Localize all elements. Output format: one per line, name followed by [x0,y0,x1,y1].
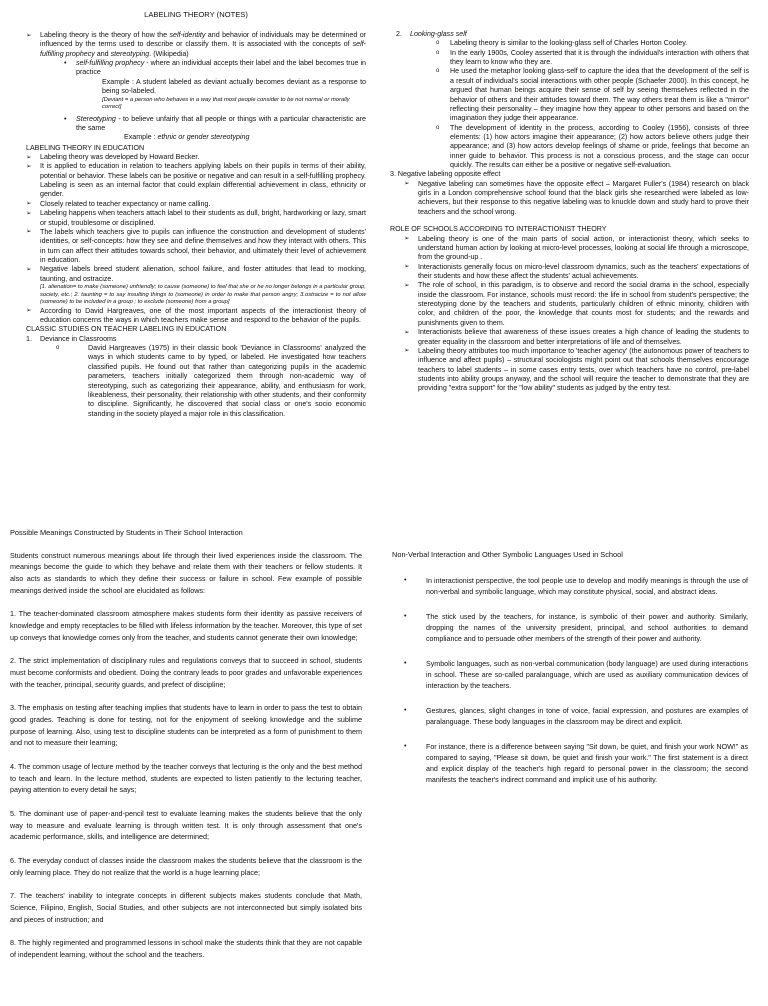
stereotyping-item: • Stereotyping - to believe unfairly that all people or things with a particular characteristic are the same [64,114,366,132]
arrow-bullet-icon: ➢ [26,307,32,315]
stereotyping-example: Example : ethnic or gender stereotyping [124,133,250,142]
list-item: • Gestures, glances, slight changes in tone of voice, facial expression, and postures are examples of paralanguage. These body languages in the classroom may be direct and explicit. [404,705,748,726]
meanings-paragraph: 5. The dominant use of paper-and-pencil test to evaluate learning makes the students believe that the only way to measure and evaluate learning is through written test. It is only through assessment that one's academic performance, skills, and intelligence are determined; [10,808,362,842]
list-item: ➢ The labels which teachers give to pupils can influence the construction and development of students' identities, or self-concepts: how they see and define themselves and how they interact with others. This in turn can affect their attitudes towards school, their behavior, and ultimately their level of achievement in education. [26,227,366,264]
bullet-icon: • [404,705,407,714]
stereotyping-term: Stereotyping [76,114,116,123]
meanings-paragraph: 6. The everyday conduct of classes inside the classroom makes the students believe that the classroom is the only learning place. They do not realize that the world is a huge learning place; [10,855,362,877]
meanings-title: Possible Meanings Constructed by Students in Their School Interaction [10,528,243,537]
arrow-bullet-icon: ➢ [26,265,32,273]
list-item: ➢ According to David Hargreaves, one of the most important aspects of the interactionist theory of education concerns the ways in which teachers make sense and respond to the behavior of the pupils. [26,306,366,325]
arrow-bullet-icon: ➢ [404,347,410,355]
meanings-paragraph: 1. The teacher-dominated classroom atmosphere makes students form their identity as passive receivers of knowledge and empty receptacles to be filled with lifeless information by the teacher. Moreover, this type of set up conveys that knowledge comes only from the teacher, and students cannot generate their own knowledge; [10,609,362,642]
list-item: ➢ It is applied to education in relation to teachers applying labels on their pupils in terms of their ability, potential or behavior. These labels can be positive or negative and can result in a self-fulfilling prophecy. Labeling is seen as an internal factor that could explain differential achievement in class, ethnicity or gender. [26,162,366,199]
definition-text: Labeling theory is the theory of how the self-identity and behavior of individuals may be determined or influenced by the terms used to describe or classify them. It is associated with the concepts of self-fulfilling prophecy and stereotyping. (Wikipedia) [40,31,366,58]
meanings-paragraph: Students construct numerous meanings about life through their lived experiences inside the classroom. The meanings become the guide to which they behave and relate them with their teachers or fellow students. It also acts as standards to which they define their success or failure in school. Few example of possible meanings derived inside the school are elucidated as follows: [10,550,362,595]
bullet-icon: • [404,741,407,750]
arrow-bullet-icon: ➢ [404,328,410,336]
list-item: o He used the metaphor looking glass-self to capture the idea that the development of the self is a result of individual's social interactions with other people (Schaefer 2000). In this concept, he argued that human beings acquire their sense of self by seeing themselves reflected in the behavior of others and their attitudes toward them. The way others treat them is like a "mirror" reflecting their personality – they imagine how they appear to other persons and based on the imagination they judge their appearance. [436,67,749,123]
meanings-paragraph: 2. The strict implementation of disciplinary rules and regulations conveys that to succeed in school, students must become conformists and obedient. Doing the contrary leads to poor grades and unfavorable experiences with the teacher, principal, security guards, and prefect of discipline; [10,656,362,689]
bullet-icon: • [404,611,407,620]
vocabulary-note: [1. alienation= to make (someone) unfriendly; to cause (someone) to feel that she or he no longer belongs in a particular group, society, etc.; 2. taunting = to say insulting things to (someone) in order to make that person angry; 3.ostracize = to not allow (someone) to be included in a group ; to exclude (someone) from a group] [40,284,366,306]
study-item: o David Hargreaves (1975) in their classic book 'Deviance in Classrooms' analyzed the ways in which students came to by typed, or labeled. He investigated how teachers classified pupils. He found out that rather than categorizing pupils in the academic parameters, teachers initially categorized them through non-academic way of stereotyping, such as categorizing their appearance, ability, and enthusiasm for work, likeableness, their personality, their relationship with other students, and their conformity to discipline. Significantly, he discovered that social class or one's socio economic standing in the society played a major role in this classification. [56,344,366,418]
sfp-note: [Deviant = a person who behaves in a way that most people consider to be not normal or morally correct] [102,96,350,111]
section-heading-role-of-schools: ROLE OF SCHOOLS ACCORDING TO INTERACTIONIST THEORY [390,225,607,234]
definition-item [26,31,366,59]
circle-bullet-icon: o [436,49,440,56]
circle-bullet-icon: o [436,124,440,131]
looking-glass-list [404,39,749,170]
arrow-bullet-icon: ➢ [26,162,32,170]
circle-bullet-icon: o [436,68,440,75]
meanings-paragraph: 3. The emphasis on testing after teaching implies that students have to learn in order to pass the test to obtain good grades. Teaching is done for testing, not for the enjoyment of seeking knowledge and the sublime purpose of learning. Also, using test to discipline students can be interpreted as a form of punishment to them and not to measure their learning; [10,703,362,748]
arrow-bullet-icon: ➢ [26,228,32,236]
arrow-bullet-icon: ➢ [26,209,32,217]
bullet-icon: • [64,59,67,68]
sfp-example: Example : A student labeled as deviant actually becomes deviant as a response to being so-labeled. [102,77,366,96]
list-item: • The stick used by the teachers, for instance, is symbolic of their power and authority. Similarly, dropping the names of the university president, principal, and school authorities to demand compliance and to persuade other members of the strength of their power and authority. [404,611,748,643]
study-heading: 1. Deviance in Classrooms [26,334,117,343]
arrow-bullet-icon: ➢ [404,235,410,243]
list-item: o The development of identity in the process, according to Cooley (1956), consists of three elements: (1) how actors imagine their appearance; (2) how actors believe others judge their appearance; and (3) how actors develop feelings of shame or pride, feelings that become an inner guide to behavior. This process is not a conscious process, and the stage can occur quickly. The results can either be a positive or negative self-evaluation. [436,123,749,170]
education-list [26,153,366,325]
meanings-paragraph: 4. The common usage of lecture method by the teacher conveys that lecturing is the only and the best method to teach and learn. In the lecture method, students are expected to listen patiently to the lecturing teacher, paying attention to every detail he says; [10,761,362,795]
list-item: ➢ Negative labels breed student alienation, school failure, and foster attitudes that lead to mocking, taunting, and ostracize. [26,265,366,283]
bullet-icon: • [404,575,407,584]
study-heading: 2. Looking-glass self [396,30,467,38]
section-heading-education: LABELING THEORY IN EDUCATION [26,143,145,152]
notes-title: LABELING THEORY (NOTES) [144,10,248,19]
list-item: • For instance, there is a difference between saying "Sit down, be quiet, and finish your work NOW!" as compared to saying, "Please sit down, be quiet and finish your work." The first statement is a direct and explicit display of the teacher's high regard to personal power in the classroom; the second manifests the teacher's indirect command and implicit use of his authority. [404,741,748,784]
list-item: ➢ Negative labeling can sometimes have the opposite effect – Margaret Fuller's (1984) research on black girls in a London comprehensive school found that the black girls she researched were labeled as low-achievers, but their response to this negative labeling was to knuckle down and study hard to prove their teachers and the school wrong. [404,179,749,216]
list-item: ➢ Labeling happens when teachers attach label to their students as dull, bright, hardworking or lazy, smart or stupid, troublesome or disciplined. [26,209,366,227]
list-item: ➢ The role of school, in this paradigm, is to observe and record the social drama in the school, especially inside the classroom. For instance, schools must record: the life in school from student's perspective; the stereotyping done by the teachers and students, particularly children of ethnic minority, children with color, and children of the poor, the knowledge that counts most for students; and the rewards and punishments given to them. [404,281,749,327]
bullet-icon: • [404,658,407,667]
list-item: o In the early 1900s, Cooley asserted that it is through the individual's interaction with others that they learn to know who they are. [436,48,749,67]
arrow-bullet-icon: ➢ [26,200,32,208]
role-list [404,235,749,394]
top-left-column [26,10,366,419]
list-item: ➢ Labeling theory is one of the main parts of social action, or interactionist theory, which seeks to understand human action by looking at micro-level processes, looking at social life through a microscope, from the ground-up . [404,234,749,262]
meanings-paragraph: 8. The highly regimented and programmed lessons in school make the students think that they are not capable of independent learning, without the school and the teachers. [10,938,362,959]
sfp-term: self-fulfilling prophecy [76,59,145,68]
meanings-paragraph: 7. The teachers' inability to integrate concepts in different subjects makes students conclude that Math, Science, Filipino, English, Social Studies, and other subjects are not interconnected but simply isolated bits and pieces of instruction; and [10,891,362,924]
sfp-item: • self-fulfilling prophecy - where an individual accepts their label and the label becomes true in practice [64,59,366,77]
arrow-bullet-icon: ➢ [404,180,410,188]
arrow-bullet-icon: ➢ [26,153,32,161]
bullet-icon: • [64,114,67,123]
list-item: • In interactionist perspective, the tool people use to develop and modify meanings is through the use of non-verbal and symbolic language, which may constitute physical, social, and abstract ideas. [404,575,748,596]
negative-labeling-heading: 3. Negative labeling opposite effect [390,170,501,179]
nonverbal-title: Non-Verbal Interaction and Other Symbolic Languages Used in School [392,550,623,559]
arrow-bullet-icon: ➢ [26,31,32,39]
bottom-right-column [392,550,748,800]
top-right-column [390,30,749,394]
list-item: ➢ Labeling theory attributes too much importance to 'teacher agency' (the autonomous power of teachers to influence and affect pupils) – structural sociologists might point out that schools themselves encourage teachers to label students – in some cases entry tests, over which teachers have no control, pre-label students into ability groups anyway, and the school will require the teacher to demonstrate that they are providing "extra support" for the "low ability" students as judged by the entry test. [404,346,749,393]
list-item: ➢ Labeling theory was developed by Howard Becker. [26,153,200,162]
list-item: ➢ Interactionists generally focus on micro-level classroom dynamics, such as the teachers' expectations of their students and how these affect the students' actual achievements. [404,262,749,280]
arrow-bullet-icon: ➢ [404,281,410,289]
circle-bullet-icon: o [56,345,60,352]
section-heading-classic-studies: CLASSIC STUDIES ON TEACHER LABELING IN EDUCATION [26,325,227,334]
list-item: • Symbolic languages, such as non-verbal communication (body language) are used during interactions in school. These are so-called paralanguage, which are used as auxiliary communication devices of interaction by the teachers. [404,658,748,690]
list-item: o Labeling theory is similar to the looking-glass self of Charles Horton Cooley. [436,39,688,48]
list-item: ➢ Interactionists believe that awareness of these issues creates a high chance of leading the students to greater equality in the classroom and better interpretations of life and of themselves. [404,328,749,346]
circle-bullet-icon: o [436,40,440,47]
bottom-left-column [10,528,362,972]
list-item: ➢ Closely related to teacher expectancy or name calling. [26,199,211,208]
arrow-bullet-icon: ➢ [404,263,410,271]
